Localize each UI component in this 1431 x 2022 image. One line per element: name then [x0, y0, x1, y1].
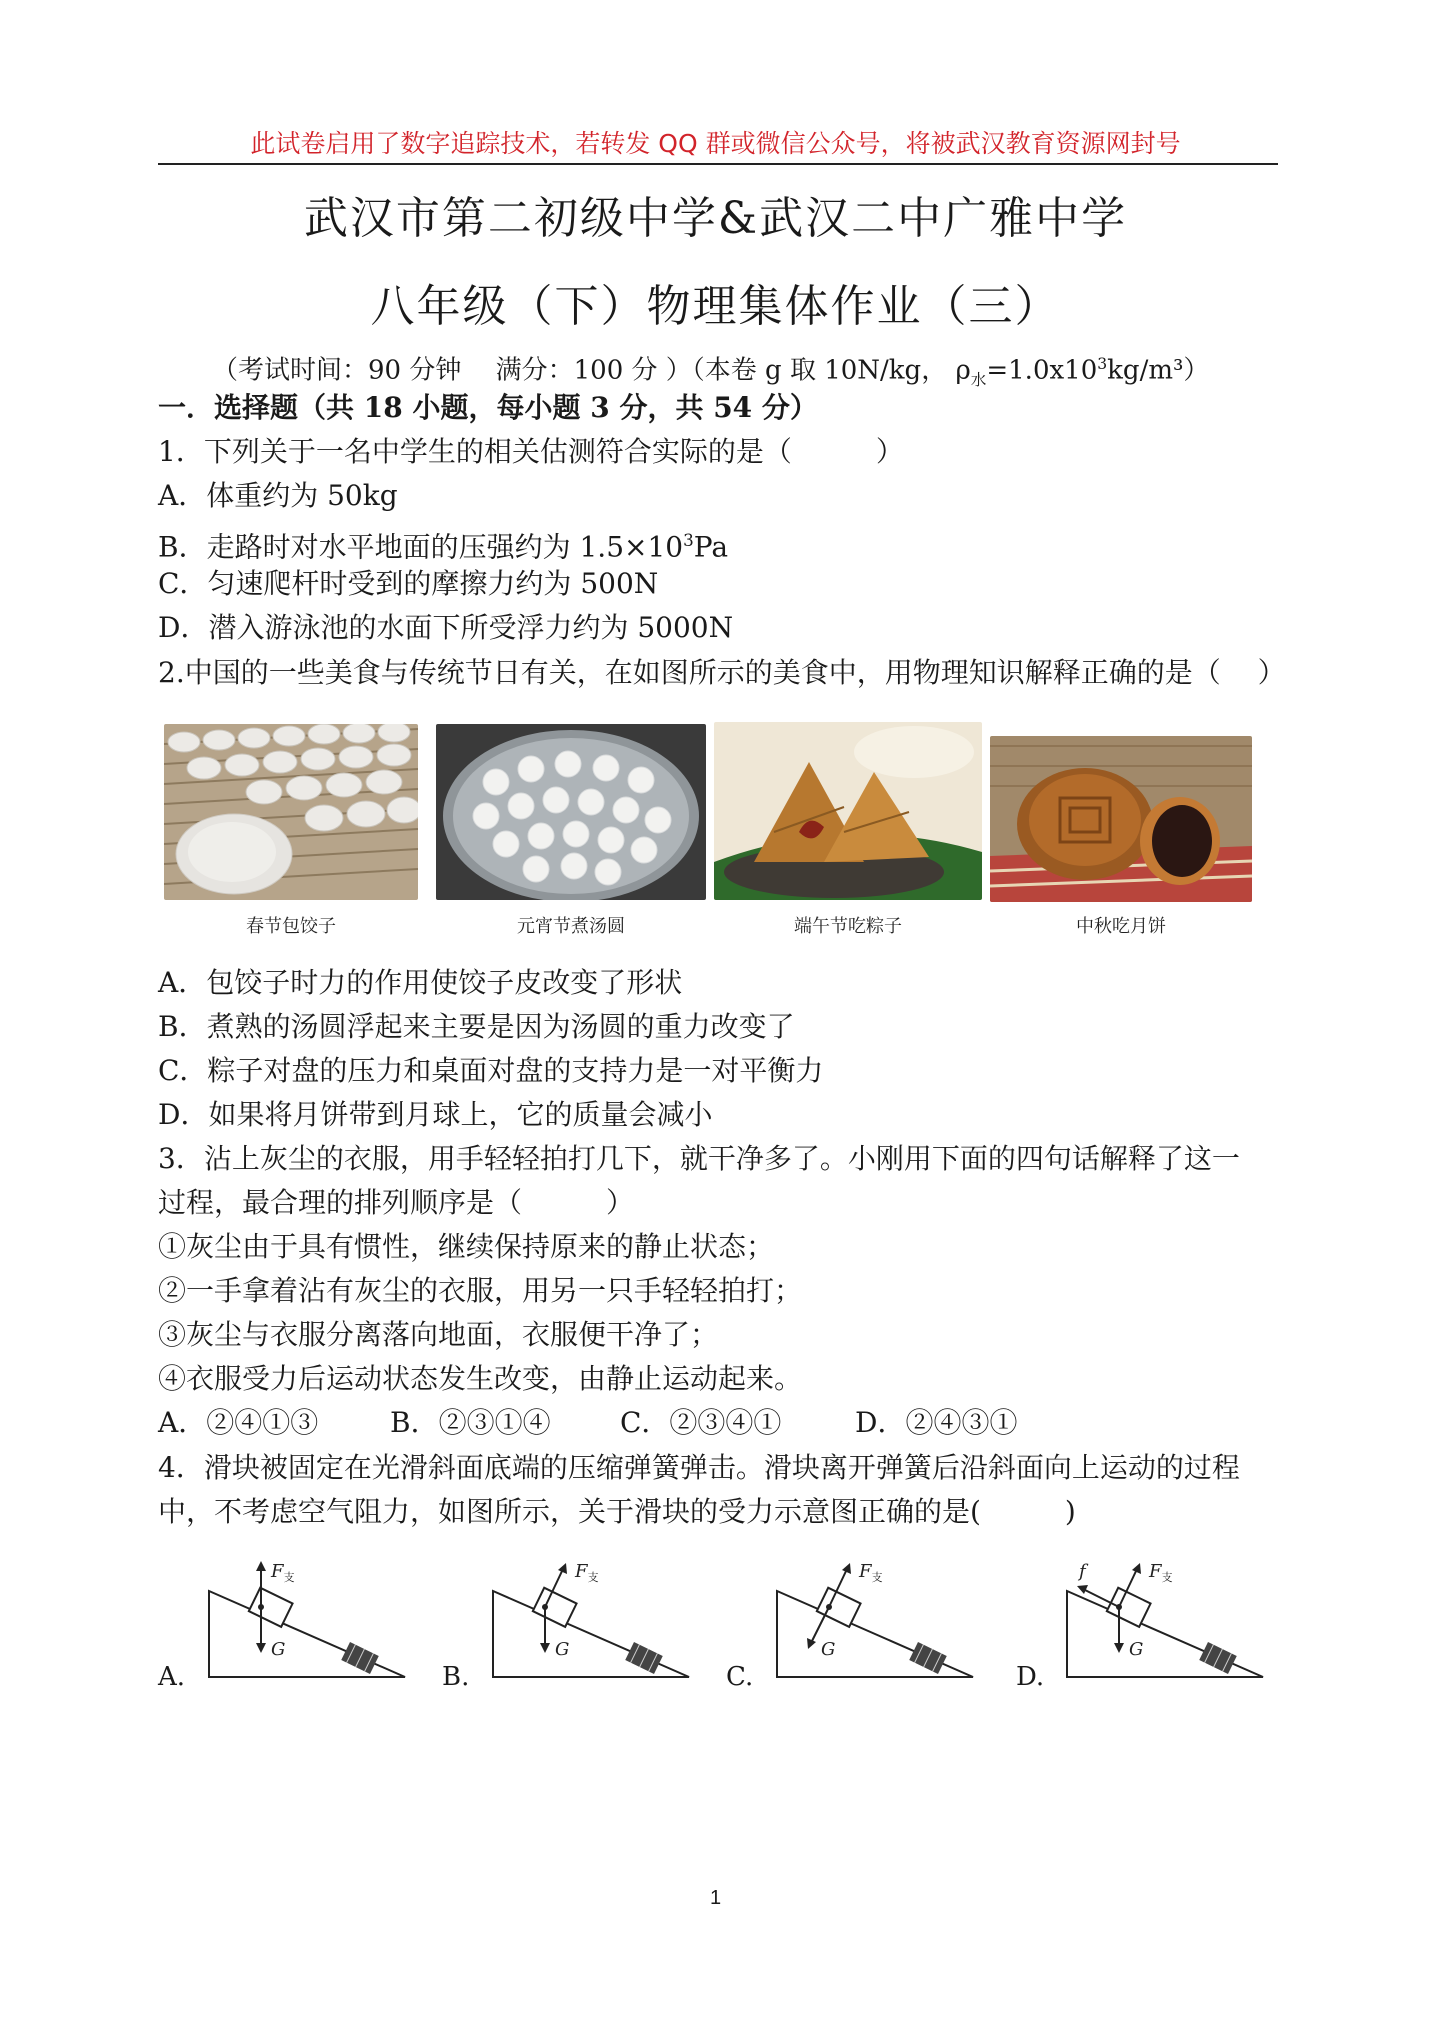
q1-option-d: D．潜入游泳池的水面下所受浮力约为 5000N — [158, 611, 734, 644]
q1-option-a: A．体重约为 50kg — [158, 479, 398, 512]
q4-label-d: D. — [1016, 1662, 1045, 1692]
q4-label-b: B. — [442, 1662, 470, 1692]
force-label-gravity: G — [555, 1639, 570, 1660]
section-heading: 一．选择题（共 18 小题，每小题 3 分，共 54 分） — [158, 391, 818, 424]
q1-stem: 1．下列关于一名中学生的相关估测符合实际的是（ ） — [158, 435, 904, 468]
force-label-support: $F_支$ — [575, 1561, 599, 1584]
q4-label-c: C. — [726, 1662, 754, 1692]
force-label-gravity: G — [821, 1639, 836, 1660]
diagram-a — [195, 1555, 415, 1685]
diagram-d — [1053, 1555, 1273, 1685]
force-label-support: $F_支$ — [271, 1561, 295, 1584]
q3-option-b: B．②③①④ — [390, 1406, 551, 1439]
q3-statement-2: ②一手拿着沾有灰尘的衣服，用另一只手轻轻拍打； — [158, 1274, 803, 1307]
q3-option-a: A．②④①③ — [158, 1406, 319, 1439]
q2-option-b: B．煮熟的汤圆浮起来主要是因为汤圆的重力改变了 — [158, 1010, 795, 1043]
diagram-b — [479, 1555, 699, 1685]
q3-stem-line1: 3．沾上灰尘的衣服，用手轻轻拍打几下，就干净多了。小刚用下面的四句话解释了这一 — [158, 1142, 1240, 1175]
school-title: 武汉市第二初级中学&武汉二中广雅中学 — [303, 193, 1128, 244]
dumplings-photo — [164, 724, 418, 900]
mooncake-photo — [990, 736, 1252, 902]
tangyuan-caption: 元宵节煮汤圆 — [517, 916, 625, 937]
q2-option-d: D．如果将月饼带到月球上，它的质量会减小 — [158, 1098, 713, 1131]
q4-label-a: A. — [158, 1662, 186, 1692]
exam-title: 八年级（下）物理集体作业（三） — [370, 281, 1061, 332]
q1-option-c: C．匀速爬杆时受到的摩擦力约为 500N — [158, 567, 659, 600]
q3-statement-3: ③灰尘与衣服分离落向地面，衣服便干净了； — [158, 1318, 719, 1351]
q1-option-b: B．走路时对水平地面的压强约为 $1.5\times 10^3Pa$ — [158, 530, 729, 564]
q3-stem-line2: 过程，最合理的排列顺序是（ ） — [158, 1186, 635, 1219]
q2-option-a: A．包饺子时力的作用使饺子皮改变了形状 — [158, 966, 683, 999]
tangyuan-photo — [436, 724, 706, 900]
force-label-support: $F_支$ — [1149, 1561, 1173, 1584]
tracking-notice: 此试卷启用了数字追踪技术，若转发 QQ 群或微信公众号，将被武汉教育资源网封号 — [250, 129, 1181, 158]
diagram-c — [763, 1555, 983, 1685]
q2-option-c: C．粽子对盘的压力和桌面对盘的支持力是一对平衡力 — [158, 1054, 824, 1087]
header-rule — [158, 163, 1278, 165]
q4-stem-line1: 4．滑块被固定在光滑斜面底端的压缩弹簧弹击。滑块离开弹簧后沿斜面向上运动的过程 — [158, 1451, 1240, 1484]
force-label-gravity: G — [271, 1639, 286, 1660]
mooncake-caption: 中秋吃月饼 — [1076, 916, 1166, 937]
q3-statement-1: ①灰尘由于具有惯性，继续保持原来的静止状态； — [158, 1230, 775, 1263]
q3-option-c: C．②③④① — [620, 1406, 782, 1439]
page-number: 1 — [709, 1887, 722, 1909]
zongzi-caption: 端午节吃粽子 — [794, 916, 902, 937]
force-label-support: $F_支$ — [859, 1561, 883, 1584]
dumplings-caption: 春节包饺子 — [246, 916, 336, 937]
q3-statement-4: ④衣服受力后运动状态发生改变，由静止运动起来。 — [158, 1362, 803, 1395]
q2-stem: 2.中国的一些美食与传统节日有关，在如图所示的美食中，用物理知识解释正确的是（ ） — [158, 656, 1286, 689]
q3-option-d: D．②④③① — [855, 1406, 1018, 1439]
exam-info: （考试时间：90 分钟 满分：100 分 ）（本卷 g 取 10N/kg， $\rho_水=1.0x10^3kg/m^3$） — [212, 355, 1210, 389]
zongzi-photo — [714, 722, 982, 900]
q4-stem-line2: 中，不考虑空气阻力，如图所示，关于滑块的受力示意图正确的是( ) — [158, 1495, 1076, 1528]
force-label-gravity: G — [1129, 1639, 1144, 1660]
force-label-friction: f — [1079, 1561, 1086, 1582]
